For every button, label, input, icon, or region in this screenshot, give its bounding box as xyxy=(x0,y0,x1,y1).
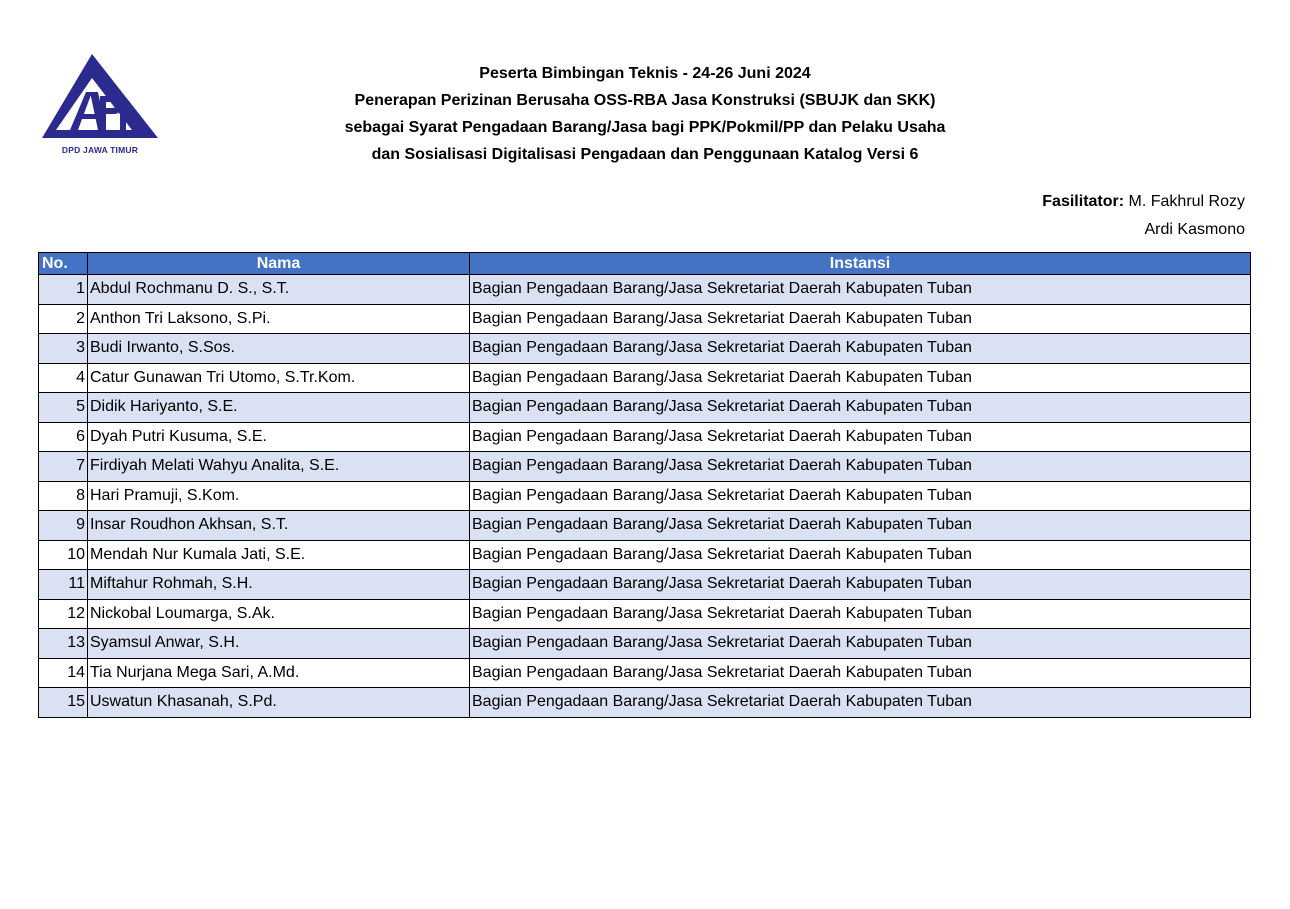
cell-instansi: Bagian Pengadaan Barang/Jasa Sekretariat Daerah Kabupaten Tuban xyxy=(470,304,1251,334)
cell-no: 2 xyxy=(39,304,88,334)
cell-no: 9 xyxy=(39,511,88,541)
table-row xyxy=(39,363,1251,393)
cell-instansi: Bagian Pengadaan Barang/Jasa Sekretariat Daerah Kabupaten Tuban xyxy=(470,629,1251,659)
cell-no: 7 xyxy=(39,452,88,482)
cell-no: 8 xyxy=(39,481,88,511)
cell-instansi: Bagian Pengadaan Barang/Jasa Sekretariat Daerah Kabupaten Tuban xyxy=(470,599,1251,629)
cell-instansi: Bagian Pengadaan Barang/Jasa Sekretariat Daerah Kabupaten Tuban xyxy=(470,688,1251,718)
participants-table xyxy=(38,252,1251,718)
cell-nama: Budi Irwanto, S.Sos. xyxy=(88,334,470,364)
fasilitator-name: M. Fakhrul Rozy xyxy=(1128,193,1245,210)
cell-instansi: Bagian Pengadaan Barang/Jasa Sekretariat Daerah Kabupaten Tuban xyxy=(470,393,1251,423)
cell-nama: Dyah Putri Kusuma, S.E. xyxy=(88,422,470,452)
table-row xyxy=(39,334,1251,364)
table-row xyxy=(39,540,1251,570)
cell-instansi: Bagian Pengadaan Barang/Jasa Sekretariat Daerah Kabupaten Tuban xyxy=(470,658,1251,688)
cell-instansi: Bagian Pengadaan Barang/Jasa Sekretariat Daerah Kabupaten Tuban xyxy=(470,275,1251,305)
column-header-nama: Nama xyxy=(88,253,470,275)
table-row xyxy=(39,393,1251,423)
cell-no: 13 xyxy=(39,629,88,659)
table-row xyxy=(39,275,1251,305)
cell-instansi: Bagian Pengadaan Barang/Jasa Sekretariat Daerah Kabupaten Tuban xyxy=(470,481,1251,511)
fasilitator-block xyxy=(1042,188,1245,244)
cell-no: 1 xyxy=(39,275,88,305)
table-row xyxy=(39,658,1251,688)
cell-instansi: Bagian Pengadaan Barang/Jasa Sekretariat Daerah Kabupaten Tuban xyxy=(470,511,1251,541)
cell-nama: Insar Roudhon Akhsan, S.T. xyxy=(88,511,470,541)
cell-no: 10 xyxy=(39,540,88,570)
column-header-no: No. xyxy=(39,253,88,275)
cell-nama: Firdiyah Melati Wahyu Analita, S.E. xyxy=(88,452,470,482)
title-line: dan Sosialisasi Digitalisasi Pengadaan dan Penggunaan Katalog Versi 6 xyxy=(371,146,919,163)
title-line: Penerapan Perizinan Berusaha OSS-RBA Jasa Konstruksi (SBUJK dan SKK) xyxy=(354,92,936,109)
table-row xyxy=(39,599,1251,629)
cell-instansi: Bagian Pengadaan Barang/Jasa Sekretariat Daerah Kabupaten Tuban xyxy=(470,334,1251,364)
cell-no: 14 xyxy=(39,658,88,688)
table-row xyxy=(39,304,1251,334)
cell-nama: Hari Pramuji, S.Kom. xyxy=(88,481,470,511)
column-header-instansi: Instansi xyxy=(470,253,1251,275)
cell-no: 4 xyxy=(39,363,88,393)
logo-caption: DPD JAWA TIMUR xyxy=(61,145,139,155)
cell-instansi: Bagian Pengadaan Barang/Jasa Sekretariat Daerah Kabupaten Tuban xyxy=(470,363,1251,393)
cell-nama: Mendah Nur Kumala Jati, S.E. xyxy=(88,540,470,570)
document-title xyxy=(0,60,1290,168)
cell-nama: Syamsul Anwar, S.H. xyxy=(88,629,470,659)
cell-instansi: Bagian Pengadaan Barang/Jasa Sekretariat Daerah Kabupaten Tuban xyxy=(470,570,1251,600)
table-row xyxy=(39,511,1251,541)
cell-nama: Catur Gunawan Tri Utomo, S.Tr.Kom. xyxy=(88,363,470,393)
table-row xyxy=(39,422,1251,452)
fasilitator-name: Ardi Kasmono xyxy=(1144,221,1245,238)
cell-no: 6 xyxy=(39,422,88,452)
table-row xyxy=(39,452,1251,482)
cell-no: 5 xyxy=(39,393,88,423)
cell-instansi: Bagian Pengadaan Barang/Jasa Sekretariat Daerah Kabupaten Tuban xyxy=(470,452,1251,482)
title-line: Peserta Bimbingan Teknis - 24-26 Juni 2024 xyxy=(479,65,811,82)
cell-no: 12 xyxy=(39,599,88,629)
cell-no: 11 xyxy=(39,570,88,600)
table-row xyxy=(39,570,1251,600)
cell-nama: Miftahur Rohmah, S.H. xyxy=(88,570,470,600)
cell-no: 15 xyxy=(39,688,88,718)
cell-nama: Abdul Rochmanu D. S., S.T. xyxy=(88,275,470,305)
cell-instansi: Bagian Pengadaan Barang/Jasa Sekretariat Daerah Kabupaten Tuban xyxy=(470,540,1251,570)
cell-nama: Anthon Tri Laksono, S.Pi. xyxy=(88,304,470,334)
fasilitator-label: Fasilitator: xyxy=(1042,193,1125,210)
cell-nama: Uswatun Khasanah, S.Pd. xyxy=(88,688,470,718)
cell-no: 3 xyxy=(39,334,88,364)
title-line: sebagai Syarat Pengadaan Barang/Jasa bagi PPK/Pokmil/PP dan Pelaku Usaha xyxy=(344,119,946,136)
cell-nama: Nickobal Loumarga, S.Ak. xyxy=(88,599,470,629)
cell-instansi: Bagian Pengadaan Barang/Jasa Sekretariat Daerah Kabupaten Tuban xyxy=(470,422,1251,452)
table-row xyxy=(39,481,1251,511)
cell-nama: Didik Hariyanto, S.E. xyxy=(88,393,470,423)
table-row xyxy=(39,688,1251,718)
table-header-row xyxy=(39,253,1251,275)
cell-nama: Tia Nurjana Mega Sari, A.Md. xyxy=(88,658,470,688)
table-row xyxy=(39,629,1251,659)
